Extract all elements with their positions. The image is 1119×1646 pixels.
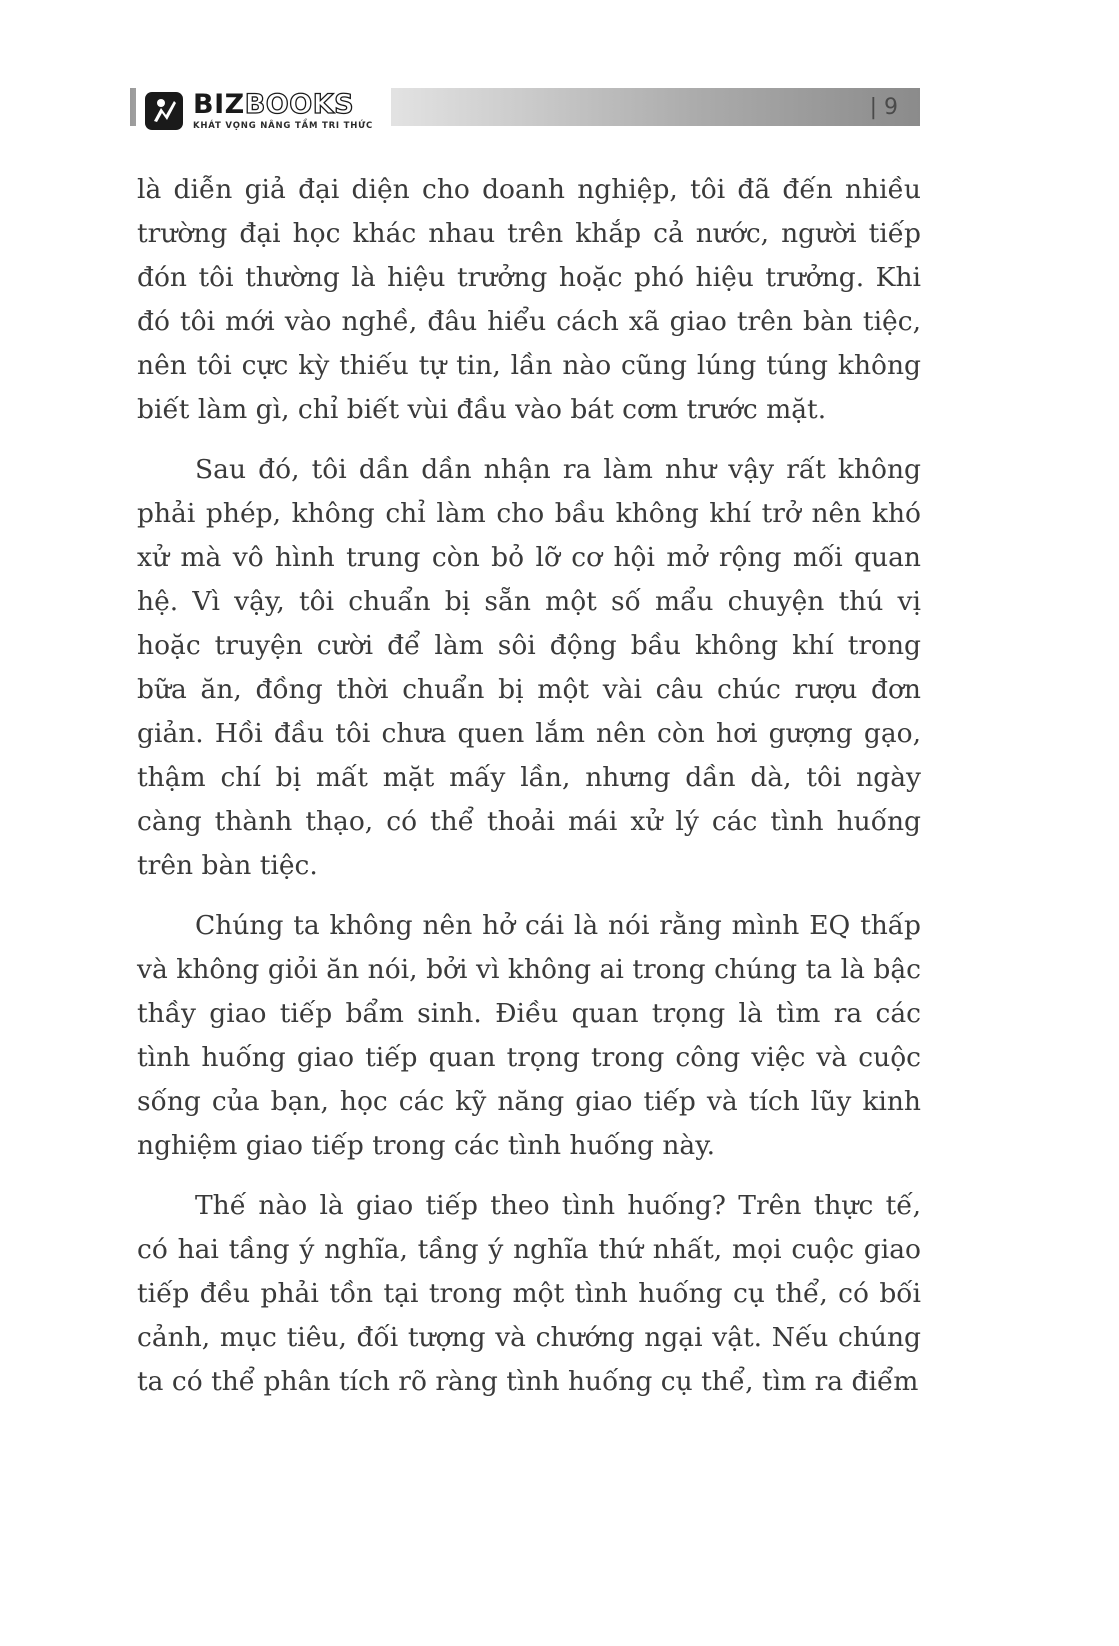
publisher-logo bbox=[136, 76, 391, 146]
paragraph: là diễn giả đại diện cho doanh nghiệp, tôi đã đến nhiều trường đại học khác nhau trên khắp cả nước, người tiếp đón tôi thường là hiệu trưởng hoặc phó hiệu trưởng. Khi đó tôi mới vào nghề, đâu hiểu cách xã giao trên bàn tiệc, nên tôi cực kỳ thiếu tự tin, lần nào cũng lúng túng không biết làm gì, chỉ biết vùi đầu vào bát cơm trước mặt. bbox=[137, 174, 921, 425]
page-body bbox=[137, 168, 921, 1420]
paragraph: Thế nào là giao tiếp theo tình huống? Trên thực tế, có hai tầng ý nghĩa, tầng ý nghĩa thứ nhất, mọi cuộc giao tiếp đều phải tồn tại trong một tình huống cụ thể, có bối cảnh, mục tiêu, đối tượng và chướng ngại vật. Nếu chúng ta có thể phân tích rõ ràng tình huống cụ thể, tìm ra điểm bbox=[137, 1190, 921, 1397]
logo-text bbox=[193, 91, 373, 131]
logo-icon bbox=[144, 91, 184, 131]
logo-tagline: KHÁT VỌNG NÂNG TẦM TRI THỨC bbox=[193, 121, 374, 132]
logo-biz: BIZ bbox=[193, 89, 245, 121]
paragraph: Chúng ta không nên hở cái là nói rằng mình EQ thấp và không giỏi ăn nói, bởi vì không ai trong chúng ta là bậc thầy giao tiếp bẩm sinh. Điều quan trọng là tìm ra các tình huống giao tiếp quan trọng trong công việc và cuộc sống của bạn, học các kỹ năng giao tiếp và tích lũy kinh nghiệm giao tiếp trong các tình huống này. bbox=[137, 910, 921, 1161]
page-number: | 9 bbox=[869, 94, 898, 120]
logo-books: BOOKS bbox=[244, 89, 355, 121]
paragraph: Sau đó, tôi dần dần nhận ra làm như vậy rất không phải phép, không chỉ làm cho bầu không khí trở nên khó xử mà vô hình trung còn bỏ lỡ cơ hội mở rộng mối quan hệ. Vì vậy, tôi chuẩn bị sẵn một số mẩu chuyện thú vị hoặc truyện cười để làm sôi động bầu không khí trong bữa ăn, đồng thời chuẩn bị một vài câu chúc rượu đơn giản. Hồi đầu tôi chưa quen lắm nên còn hơi gượng gạo, thậm chí bị mất mặt mấy lần, nhưng dần dà, tôi ngày càng thành thạo, có thể thoải mái xử lý các tình huống trên bàn tiệc. bbox=[137, 454, 921, 881]
logo-wordmark bbox=[193, 89, 373, 121]
